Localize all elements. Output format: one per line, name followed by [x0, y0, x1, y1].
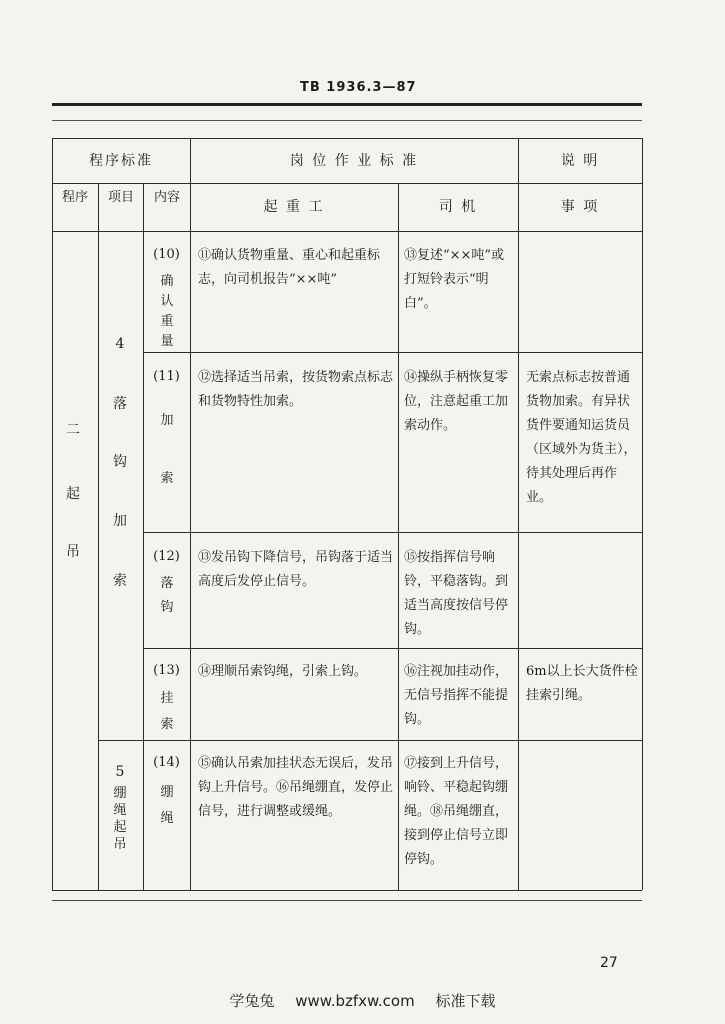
item-name-char: 加 [113, 513, 127, 529]
driver-text: ⑬复述“××吨”或打短铃表示“明白”。 [404, 248, 505, 311]
header-notes: 说 明 [560, 153, 600, 169]
row-number: (10) [153, 247, 180, 262]
crane-worker-text: ⑫选择适当吊索，按货物索点标志和货物特性加索。 [198, 370, 394, 409]
item-number: 4 [115, 336, 125, 352]
program-number: 二 [66, 422, 80, 438]
footer-label: 标准下载 [435, 992, 496, 1010]
crane-worker-text: ⑮确认吊索加挂状态无误后，发吊钩上升信号。⑯吊绳绷直，发停止信号，进行调整或缓绳。 [198, 756, 394, 819]
footer-site-name: 学兔兔 [229, 992, 275, 1010]
driver-text: ⑯注视加挂动作，无信号指挥不能提钩。 [404, 664, 509, 727]
header-procedure-standard: 程序标准 [89, 153, 153, 169]
program-name-char: 起 [66, 486, 80, 502]
header-procedure: 程序 [61, 190, 88, 205]
row-number: (11) [153, 369, 180, 384]
driver-text: ⑮按指挥信号响铃，平稳落钩。到适当高度按信号停钩。 [404, 550, 509, 637]
bottom-rule [52, 900, 642, 901]
row-content: 落钩 [160, 576, 174, 615]
driver-text: ⑰接到上升信号，响铃、平稳起钩绷绳。⑱吊绳绷直，接到停止信号立即停钩。 [404, 756, 509, 867]
item-name-char: 绷 [113, 786, 127, 801]
footer-url[interactable]: www.bzfxw.com [295, 992, 415, 1010]
footer [0, 990, 725, 1011]
item-name-char: 吊 [113, 837, 127, 852]
crane-worker-text: ⑭理顺吊索钩绳，引索上钩。 [198, 664, 368, 679]
item-number: 5 [115, 764, 125, 780]
header-content: 内容 [153, 190, 180, 205]
row-content: 确认重量 [160, 274, 174, 349]
row-number: (14) [153, 755, 180, 770]
row-content: 绷绳 [160, 785, 174, 826]
header-matters: 事 项 [560, 199, 600, 215]
item-name-char: 索 [113, 573, 127, 589]
row-content: 加索 [160, 413, 174, 486]
item-name-char: 起 [113, 820, 127, 835]
driver-text: ⑭操纵手柄恢复零位，注意起重工加索动作。 [404, 370, 509, 433]
program-name-char: 吊 [66, 544, 80, 560]
note-text: 6m以上长大货件栓挂索引绳。 [526, 664, 638, 703]
crane-worker-text: ⑪确认货物重量、重心和起重标志，向司机报告“××吨” [198, 248, 381, 287]
header-rule-thick [52, 103, 642, 106]
header-driver: 司 机 [438, 199, 478, 215]
row-number: (12) [153, 549, 180, 564]
item-name-char: 绳 [113, 803, 127, 818]
header-post-standard: 岗 位 作 业 标 准 [289, 153, 419, 169]
row-content: 挂索 [160, 691, 174, 732]
item-name-char: 钩 [113, 454, 127, 470]
header-crane-worker: 起 重 工 [263, 199, 325, 215]
note-text: 无索点标志按普通货物加索。有异状货件要通知运货员（区域外为货主），待其处理后再作业。 [526, 370, 637, 505]
page-number: 27 [600, 955, 618, 971]
header-rule-thin [52, 120, 642, 121]
item-name-char: 落 [113, 396, 127, 412]
header-item: 项目 [107, 190, 134, 205]
crane-worker-text: ⑬发吊钩下降信号，吊钩落于适当高度后发停止信号。 [198, 550, 394, 589]
standard-code: TB 1936.3—87 [300, 80, 417, 95]
row-number: (13) [153, 663, 180, 678]
